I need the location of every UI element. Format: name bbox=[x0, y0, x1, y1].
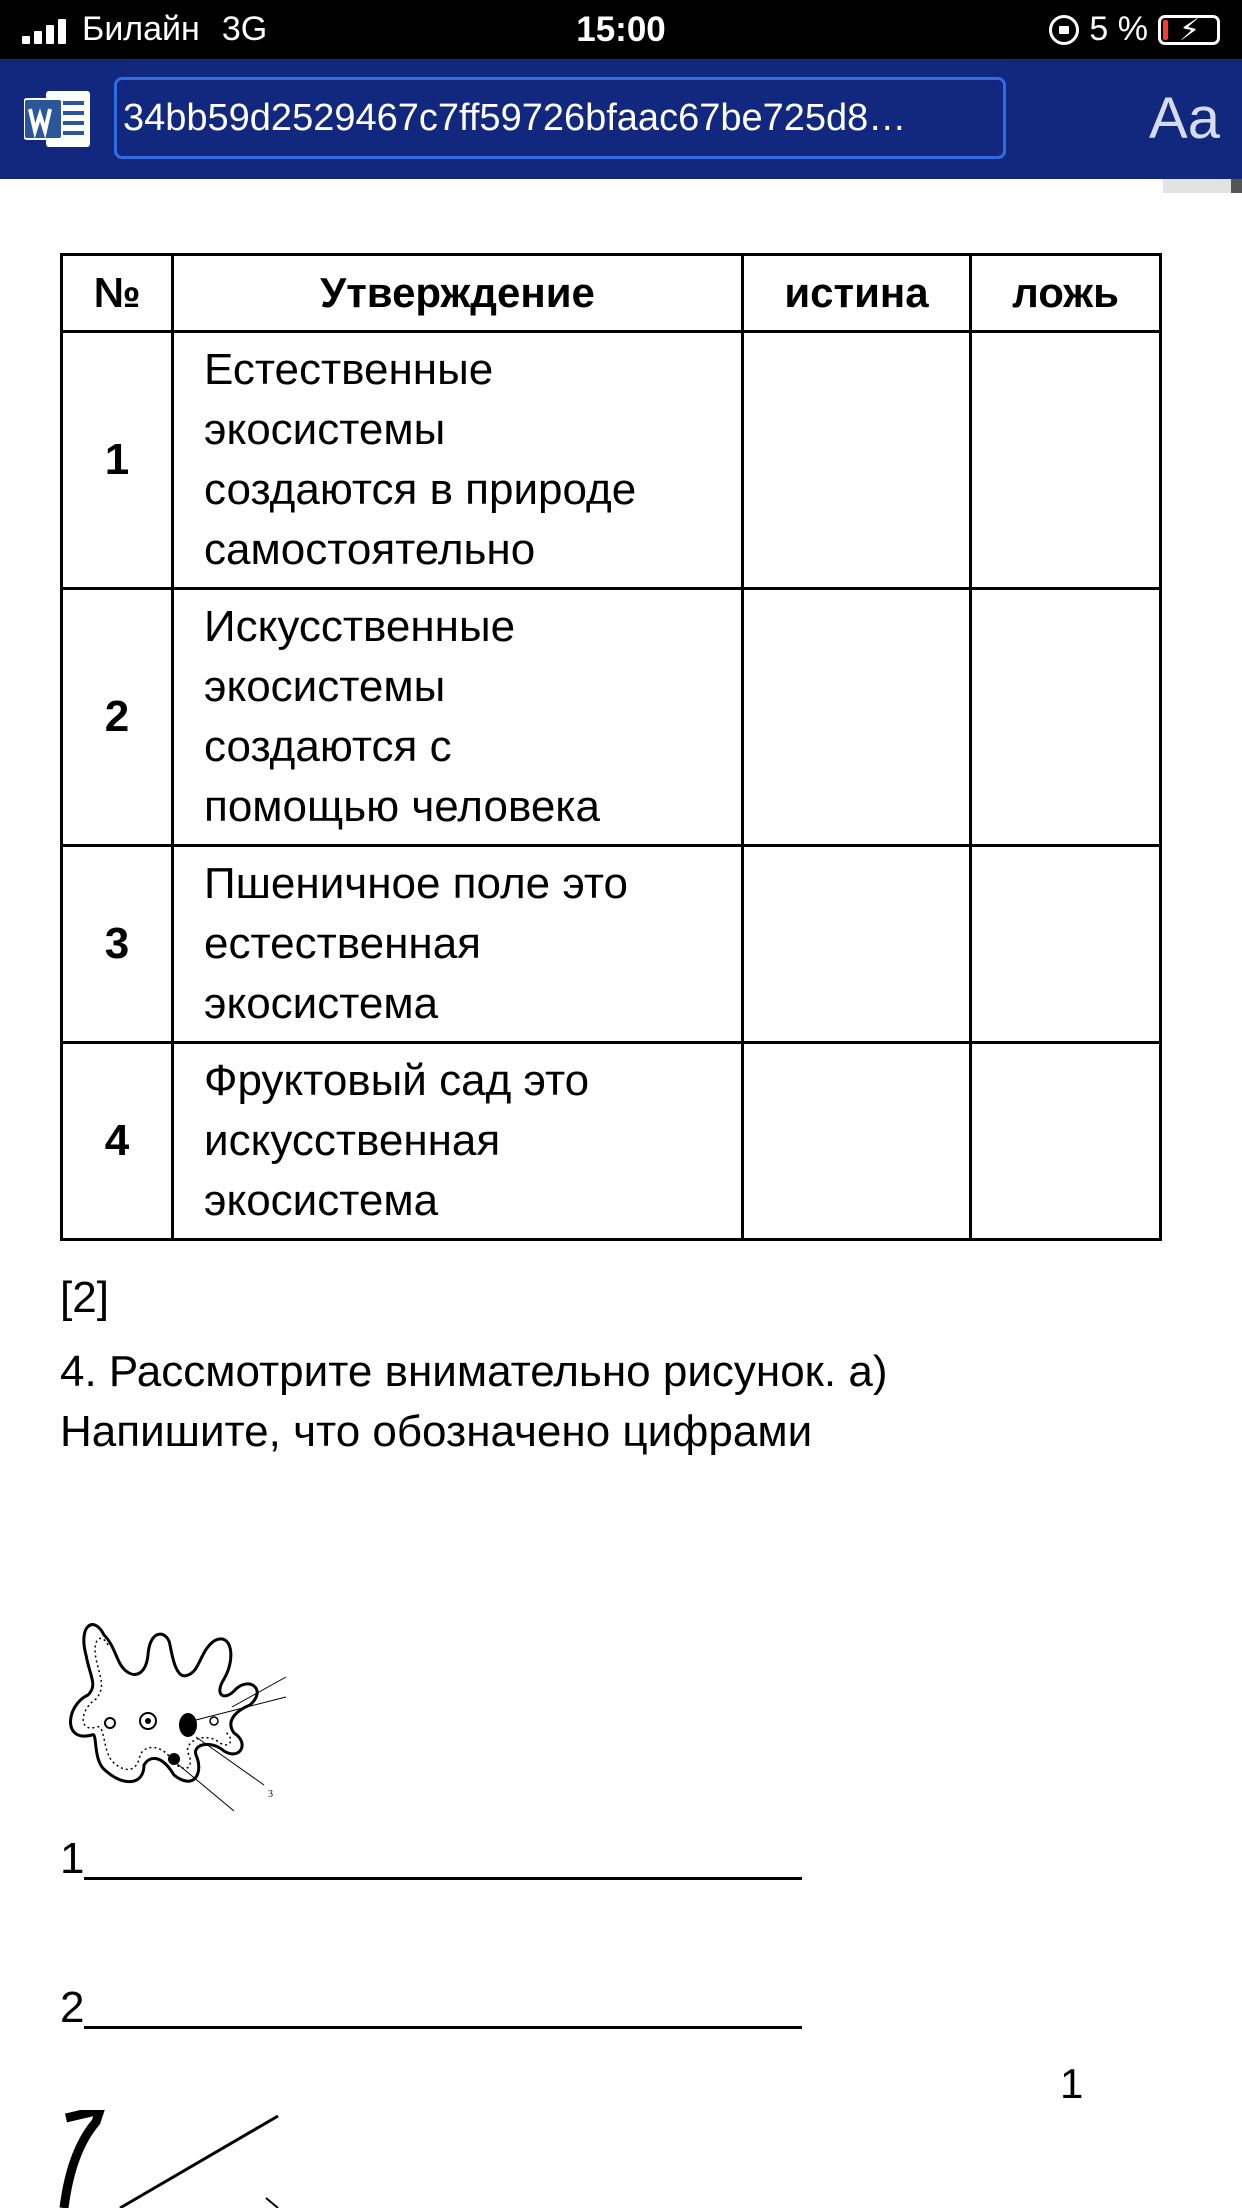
false-cell[interactable] bbox=[971, 589, 1161, 846]
statement-line: Естественные bbox=[204, 345, 494, 394]
table-row bbox=[62, 589, 1161, 846]
figure-label: 3 bbox=[268, 1789, 273, 1800]
network-type: 3G bbox=[221, 10, 268, 48]
table-row bbox=[62, 1043, 1161, 1240]
column-header-true: истина bbox=[743, 255, 971, 332]
statement-line: экосистемы bbox=[204, 662, 446, 711]
statement-cell bbox=[173, 846, 743, 1043]
true-cell[interactable] bbox=[743, 332, 971, 589]
answer-label: 2 bbox=[60, 1983, 85, 2032]
statement-line: искусственная bbox=[204, 1116, 501, 1165]
status-bar bbox=[0, 0, 1242, 59]
row-number: 3 bbox=[62, 846, 173, 1043]
statement-line: Пшеничное поле это bbox=[204, 859, 628, 908]
amoeba-figure bbox=[64, 1615, 294, 1815]
false-cell[interactable] bbox=[971, 846, 1161, 1043]
amoeba-outline bbox=[71, 1625, 258, 1782]
battery-charging-icon: ⚡ bbox=[1158, 15, 1220, 45]
next-figure-fragment bbox=[56, 2110, 296, 2208]
column-header-false: ложь bbox=[971, 255, 1161, 332]
row-number: 2 bbox=[62, 589, 173, 846]
status-time: 15:00 bbox=[576, 10, 666, 49]
statement-line: создаются в природе bbox=[204, 465, 637, 514]
true-cell[interactable] bbox=[743, 846, 971, 1043]
statement-cell bbox=[173, 1043, 743, 1240]
false-cell[interactable] bbox=[971, 332, 1161, 589]
page-number: 1 bbox=[1060, 2060, 1084, 2107]
table-header-row bbox=[62, 255, 1161, 332]
scrollbar-indicator bbox=[1231, 179, 1242, 193]
statement-line: создаются с bbox=[204, 722, 452, 771]
answer-label: 1 bbox=[60, 1834, 85, 1883]
table-row bbox=[62, 846, 1161, 1043]
true-cell[interactable] bbox=[743, 589, 971, 846]
amoeba-nucleus bbox=[179, 1713, 197, 1737]
amoeba-vacuole bbox=[210, 1717, 218, 1725]
statement-cell bbox=[173, 332, 743, 589]
statement-line: Фруктовый сад это bbox=[204, 1056, 590, 1105]
carrier-name: Билайн bbox=[82, 10, 200, 48]
statement-line: Искусственные bbox=[204, 602, 516, 651]
true-cell[interactable] bbox=[743, 1043, 971, 1240]
statement-line: самостоятельно bbox=[204, 525, 536, 574]
orientation-lock-icon bbox=[1049, 15, 1079, 45]
statement-line: экосистема bbox=[204, 979, 439, 1028]
answer-line-2[interactable] bbox=[84, 1978, 802, 2029]
table-row bbox=[62, 332, 1161, 589]
pointer-line bbox=[174, 1761, 234, 1811]
question-line-1: 4. Рассмотрите внимательно рисунок. а) bbox=[60, 1347, 888, 1396]
score-label: [2] bbox=[60, 1273, 109, 1322]
row-number: 4 bbox=[62, 1043, 173, 1240]
statement-line: экосистемы bbox=[204, 405, 446, 454]
scrollbar-thumb[interactable] bbox=[1163, 179, 1231, 193]
text-size-button[interactable]: Aa bbox=[1149, 86, 1220, 151]
amoeba-vacuole bbox=[105, 1718, 115, 1728]
amoeba-vacuole bbox=[145, 1718, 151, 1724]
document-toolbar bbox=[0, 59, 1242, 179]
column-header-statement: Утверждение bbox=[173, 255, 743, 332]
statement-cell bbox=[173, 589, 743, 846]
question-line-2: Напишите, что обозначено цифрами bbox=[60, 1407, 813, 1456]
statements-table bbox=[60, 253, 1162, 1241]
false-cell[interactable] bbox=[971, 1043, 1161, 1240]
row-number: 1 bbox=[62, 332, 173, 589]
battery-percent: 5 % bbox=[1089, 10, 1148, 48]
statement-line: помощью человека bbox=[204, 782, 600, 831]
statement-line: экосистема bbox=[204, 1176, 439, 1225]
amoeba-vacuole bbox=[168, 1753, 180, 1765]
column-header-number: № bbox=[62, 255, 173, 332]
answer-row-2 bbox=[60, 1978, 802, 2038]
answer-line-1[interactable] bbox=[84, 1829, 802, 1880]
file-name-field[interactable]: 34bb59d2529467c7ff59726bfaac67be725d8… bbox=[114, 77, 1006, 159]
answer-row-1 bbox=[60, 1829, 802, 1889]
word-icon[interactable] bbox=[24, 87, 94, 151]
statement-line: естественная bbox=[204, 919, 481, 968]
